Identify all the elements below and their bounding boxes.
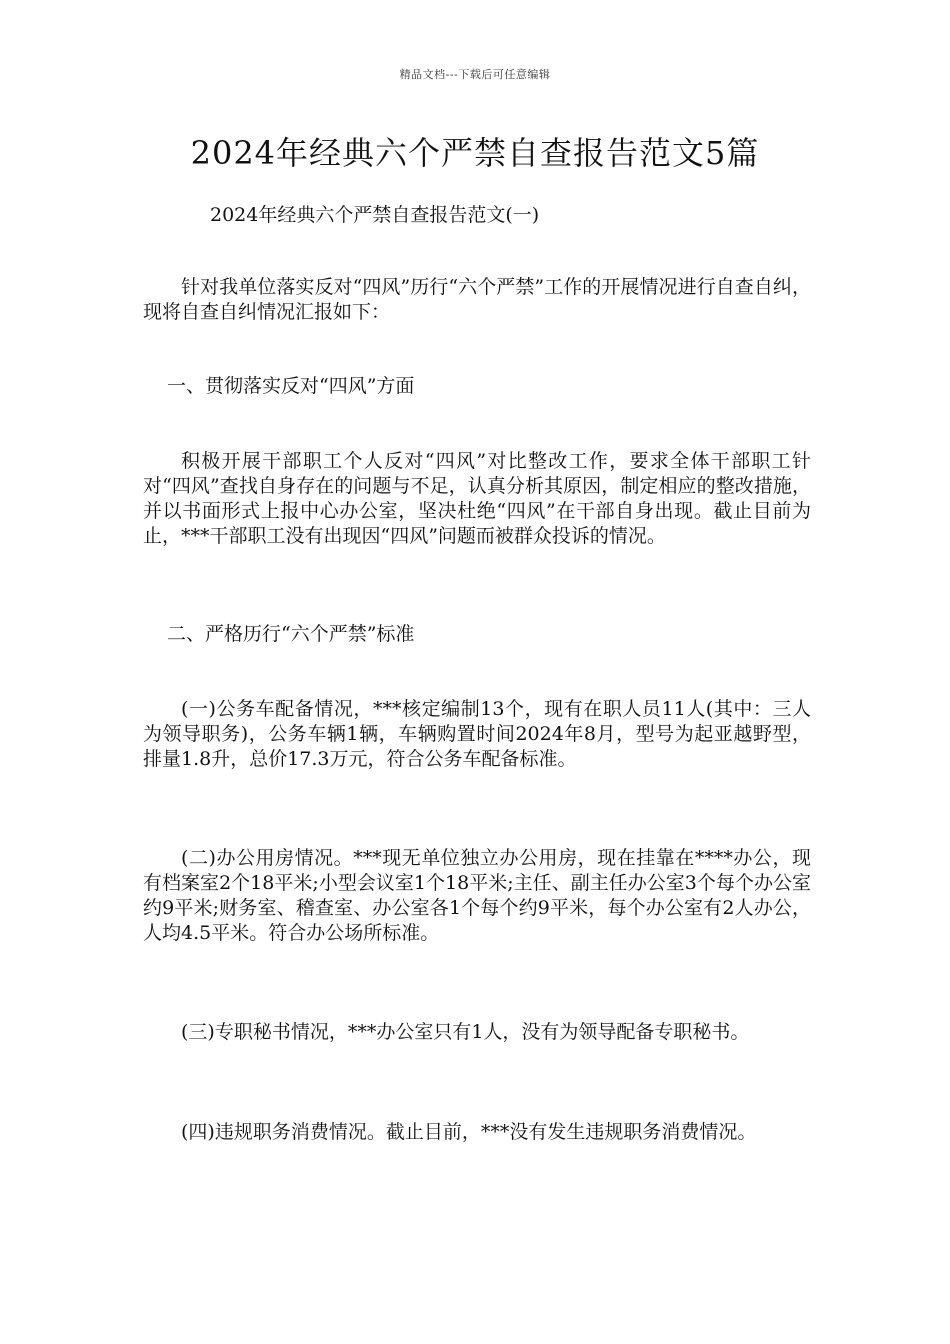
section-2-item-2: (二)办公用房情况。***现无单位独立办公用房，现在挂靠在****办公，现有档案室2个18平米;小型会议室1个18平米;主任、副主任办公室3个每个办公室约9平米;财务室、稽查室、办公室各1个每个约9平米，每个办公室有2人办公，人均4.5平米。符合办公场所标准。 bbox=[143, 847, 811, 944]
section-1-heading: 一、贯彻落实反对“四风”方面 bbox=[167, 375, 415, 397]
header-note: 精品文档---下载后可任意编辑 bbox=[399, 68, 551, 81]
section-1-body: 积极开展干部职工个人反对“四风”对比整改工作，要求全体干部职工针对“四风”查找自身存在的问题与不足，认真分析其原因，制定相应的整改措施，并以书面形式上报中心办公室，坚决杜绝“四风”在干部自身出现。截止目前为止，***干部职工没有出现因“四风”问题而被群众投诉的情况。 bbox=[143, 450, 811, 547]
section-2-heading: 二、严格历行“六个严禁”标准 bbox=[167, 623, 415, 645]
intro-paragraph: 针对我单位落实反对“四风”历行“六个严禁”工作的开展情况进行自查自纠，现将自查自纠情况汇报如下： bbox=[143, 276, 811, 323]
section-2-item-3: (三)专职秘书情况，***办公室只有1人，没有为领导配备专职秘书。 bbox=[181, 1021, 750, 1043]
section-2-item-4: (四)违规职务消费情况。截止目前，***没有发生违规职务消费情况。 bbox=[181, 1121, 757, 1143]
document-title: 2024年经典六个严禁自查报告范文5篇 bbox=[190, 134, 760, 172]
section-2-item-1: (一)公务车配备情况，***核定编制13个，现有在职人员11人(其中：三人为领导职务)，公务车辆1辆，车辆购置时间2024年8月，型号为起亚越野型，排量1.8升，总价17.3万元，符合公务车配备标准。 bbox=[143, 698, 811, 770]
document-subtitle: 2024年经典六个严禁自查报告范文(一) bbox=[210, 204, 540, 226]
